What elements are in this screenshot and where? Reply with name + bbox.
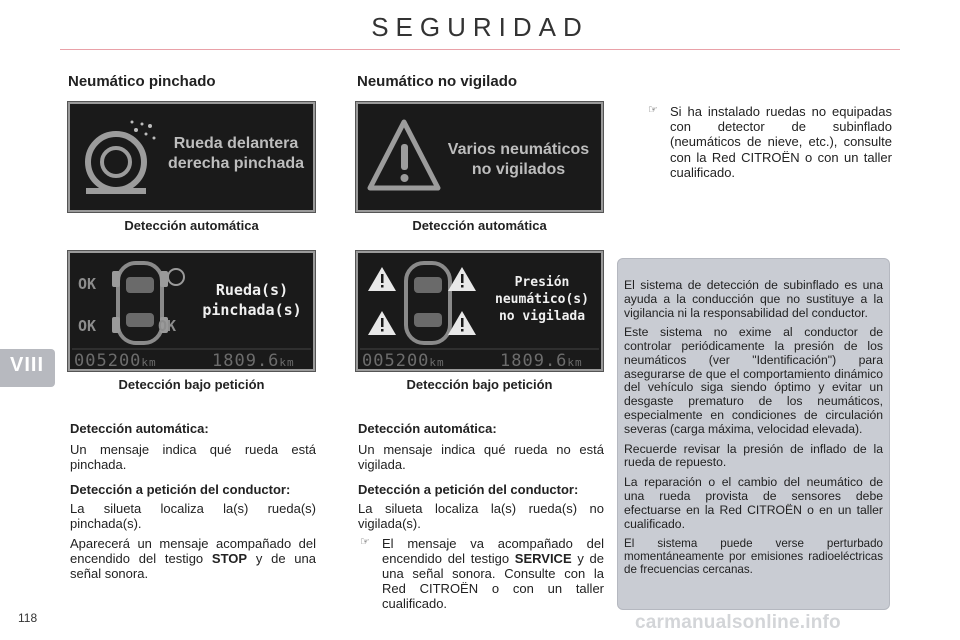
display-message-line1: Presión [514, 275, 570, 290]
request-detection-title: Detección a petición del conductor: [70, 482, 291, 497]
caption-auto-detection: Detección automática [124, 218, 259, 233]
info-paragraph: Este sistema no exime al conductor de controlar periódicamente la presión de los neumáticos (ver "Identificación") para asegurarse de que el comportamiento dinámico del vehículo siga siendo óptimo y evitar un desgaste prematuro de los neumáticos, especialmente en condiciones de circulación severas (carga máxima, velocidad elevada). [624, 325, 883, 436]
auto-detection-text: Un mensaje indica qué rueda no está vigilada. [358, 442, 604, 473]
display-message-line1: Rueda(s) [215, 281, 289, 299]
info-box [617, 258, 890, 610]
page-number: 118 [18, 611, 38, 625]
left-request-section [70, 482, 316, 585]
auto-detection-title: Detección automática: [358, 421, 497, 436]
heading-flat-tyre: Neumático pinchado [68, 73, 216, 90]
request-detection-title: Detección a petición del conductor: [358, 482, 579, 497]
auto-detection-title: Detección automática: [70, 421, 209, 436]
request-detection-text1: La silueta localiza la(s) rueda(s) no vigilada(s). [358, 501, 604, 532]
display-flat-tyre-request [68, 251, 315, 371]
request-detection-text2: Aparecerá un mensaje acompañado del encendido del testigo STOP y de una señal sonora. [70, 535, 316, 582]
page-title: SEGURIDAD [371, 12, 589, 42]
service-bullet: ☞ El mensaje va acompañado del encendido del testigo SERVICE y de una señal sonora. Consulte con la Red CITROËN o con un taller cualificado. [360, 535, 605, 612]
auto-detection-text: Un mensaje indica qué rueda está pinchada. [70, 442, 316, 473]
arrow-bullet-icon: ☞ [360, 535, 370, 548]
request-detection-text1: La silueta localiza la(s) rueda(s) pinchada(s). [70, 501, 316, 532]
display-message-line2: no vigilados [471, 161, 566, 179]
display-message-line1: Varios neumáticos [447, 141, 590, 158]
info-paragraph: El sistema de detección de subinflado es una ayuda a la conducción que no sustituye a la vigilancia ni la responsabilidad del conductor. [624, 278, 883, 320]
odometer-readout: 005200km [362, 351, 445, 371]
ok-label-rear-left: OK [78, 317, 97, 335]
display-flat-tyre-auto [68, 102, 315, 212]
chapter-label: VIII [10, 354, 45, 376]
middle-auto-section [358, 421, 604, 477]
heading-unmonitored-tyre: Neumático no vigilado [357, 73, 518, 90]
display-message-line1: Rueda delantera [173, 135, 299, 152]
display-unmonitored-auto [356, 102, 603, 212]
arrow-bullet-icon: ☞ [648, 104, 658, 116]
caption-auto-detection: Detección automática [412, 218, 547, 233]
left-auto-section [70, 421, 316, 477]
display-unmonitored-request [356, 251, 603, 371]
display-message-line2: derecha pinchada [167, 155, 305, 173]
display-message-line2: pinchada(s) [202, 300, 302, 319]
title-divider [60, 49, 900, 50]
ok-label-front-left: OK [78, 275, 97, 293]
info-paragraph: Recuerde revisar la presión de inflado de la rueda de repuesto. [624, 441, 883, 470]
odometer-readout: 005200km [74, 351, 157, 371]
snow-tyre-bullet: ☞ Si ha instalado ruedas no equipadas con detector de subinflado (neumáticos de nieve, etc.), consulte con la Red CITROËN o con un taller cualificado. [648, 104, 892, 180]
trip-readout: 1809.6km [500, 351, 583, 371]
display-message-line3: no vigilada [498, 308, 586, 324]
info-paragraph: La reparación o el cambio del neumático de una rueda provista de sensores debe efectuarse en la Red CITROËN o en un taller cualificado. [624, 475, 883, 531]
caption-request-detection: Detección bajo petición [406, 377, 553, 392]
display-message-line2: neumático(s) [495, 291, 589, 307]
watermark: carmanualsonline.info [635, 612, 841, 633]
ok-label-rear-right: OK [158, 317, 177, 335]
trip-readout: 1809.6km [212, 351, 295, 371]
middle-request-section [358, 482, 604, 612]
caption-request-detection: Detección bajo petición [118, 377, 265, 392]
info-paragraph: El sistema puede verse perturbado momentáneamente por emisiones radioeléctricas de frecuencias cercanas. [624, 537, 883, 577]
right-bullet-section [646, 104, 892, 180]
